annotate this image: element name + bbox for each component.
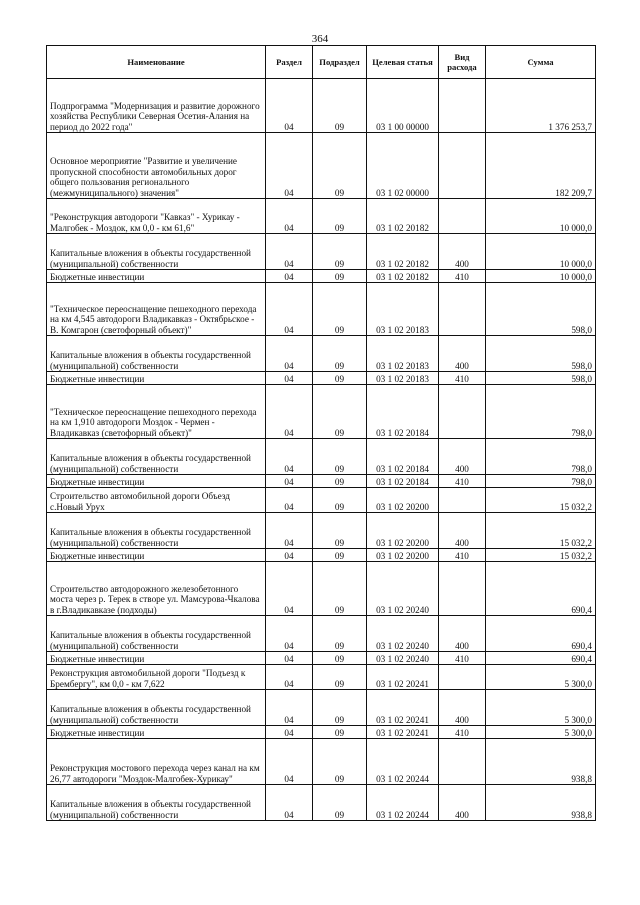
cell-statya: 03 1 02 00000 (367, 133, 439, 199)
cell-statya: 03 1 02 20241 (367, 690, 439, 726)
cell-razdel: 04 (266, 488, 313, 513)
cell-statya: 03 1 02 20184 (367, 475, 439, 488)
cell-name: Капитальные вложения в объекты государственной (муниципальной) собственности (47, 439, 266, 475)
table-row (47, 616, 596, 652)
cell-razdel: 04 (266, 439, 313, 475)
table-header-row (47, 46, 596, 79)
table-row (47, 372, 596, 385)
cell-summa: 798,0 (486, 475, 596, 488)
cell-vid-raskhoda: 410 (439, 652, 486, 665)
cell-razdel: 04 (266, 336, 313, 372)
cell-statya: 03 1 02 20244 (367, 785, 439, 821)
cell-name: Бюджетные инвестиции (47, 475, 266, 488)
cell-podrazdel: 09 (313, 270, 367, 283)
header-name: Наименование (47, 46, 266, 79)
header-podrazdel: Подраздел (313, 46, 367, 79)
cell-name: Строительство автодорожного железобетонного моста через р. Терек в створе ул. Мамсурова-Чкалова в г.Владикавказе (подходы) (47, 562, 266, 616)
cell-name: "Техническое переоснащение пешеходного перехода на км 1,910 автодороги Моздок - Чермен - Владикавказ (светофорный объект)" (47, 385, 266, 439)
cell-razdel: 04 (266, 513, 313, 549)
table-row (47, 785, 596, 821)
table-row (47, 690, 596, 726)
cell-summa: 598,0 (486, 372, 596, 385)
cell-summa: 5 300,0 (486, 665, 596, 690)
cell-statya: 03 1 00 00000 (367, 79, 439, 133)
cell-podrazdel: 09 (313, 475, 367, 488)
cell-podrazdel: 09 (313, 133, 367, 199)
table-row (47, 234, 596, 270)
cell-vid-raskhoda: 400 (439, 513, 486, 549)
cell-razdel: 04 (266, 652, 313, 665)
cell-summa: 15 032,2 (486, 549, 596, 562)
table-row (47, 385, 596, 439)
cell-summa: 5 300,0 (486, 726, 596, 739)
table-row (47, 726, 596, 739)
cell-statya: 03 1 02 20183 (367, 372, 439, 385)
table-row (47, 199, 596, 234)
cell-vid-raskhoda: 410 (439, 475, 486, 488)
cell-name: Капитальные вложения в объекты государственной (муниципальной) собственности (47, 234, 266, 270)
cell-summa: 798,0 (486, 439, 596, 475)
cell-summa: 182 209,7 (486, 133, 596, 199)
cell-razdel: 04 (266, 199, 313, 234)
cell-podrazdel: 09 (313, 385, 367, 439)
cell-name: Бюджетные инвестиции (47, 652, 266, 665)
cell-razdel: 04 (266, 283, 313, 336)
cell-razdel: 04 (266, 372, 313, 385)
page-number: 364 (311, 33, 329, 45)
table-row (47, 665, 596, 690)
cell-summa: 690,4 (486, 652, 596, 665)
cell-summa: 15 032,2 (486, 488, 596, 513)
cell-razdel: 04 (266, 385, 313, 439)
cell-statya: 03 1 02 20241 (367, 726, 439, 739)
cell-statya: 03 1 02 20200 (367, 513, 439, 549)
cell-razdel: 04 (266, 665, 313, 690)
table-row (47, 475, 596, 488)
cell-vid-raskhoda: 400 (439, 234, 486, 270)
cell-vid-raskhoda (439, 665, 486, 690)
cell-statya: 03 1 02 20183 (367, 283, 439, 336)
cell-razdel: 04 (266, 475, 313, 488)
cell-razdel: 04 (266, 133, 313, 199)
cell-name: Подпрограмма "Модернизация и развитие дорожного хозяйства Республики Северная Осетия-Алания на период до 2022 года" (47, 79, 266, 133)
cell-vid-raskhoda: 410 (439, 549, 486, 562)
budget-table (46, 45, 596, 821)
cell-vid-raskhoda (439, 199, 486, 234)
cell-podrazdel: 09 (313, 513, 367, 549)
cell-podrazdel: 09 (313, 439, 367, 475)
cell-podrazdel: 09 (313, 616, 367, 652)
cell-name: Бюджетные инвестиции (47, 270, 266, 283)
cell-summa: 690,4 (486, 562, 596, 616)
table-row (47, 739, 596, 785)
cell-podrazdel: 09 (313, 199, 367, 234)
cell-statya: 03 1 02 20182 (367, 270, 439, 283)
cell-statya: 03 1 02 20244 (367, 739, 439, 785)
header-summa: Сумма (486, 46, 596, 79)
cell-podrazdel: 09 (313, 665, 367, 690)
cell-vid-raskhoda (439, 385, 486, 439)
cell-name: Бюджетные инвестиции (47, 549, 266, 562)
header-statya: Целевая статья (367, 46, 439, 79)
cell-statya: 03 1 02 20240 (367, 562, 439, 616)
cell-summa: 15 032,2 (486, 513, 596, 549)
cell-statya: 03 1 02 20240 (367, 652, 439, 665)
cell-vid-raskhoda: 400 (439, 616, 486, 652)
cell-name: "Техническое переоснащение пешеходного перехода на км 4,545 автодороги Владикавказ - Октябрьское - В. Комгарон (светофорный объект)" (47, 283, 266, 336)
cell-vid-raskhoda (439, 283, 486, 336)
cell-podrazdel: 09 (313, 549, 367, 562)
cell-summa: 598,0 (486, 336, 596, 372)
cell-vid-raskhoda: 400 (439, 439, 486, 475)
cell-summa: 5 300,0 (486, 690, 596, 726)
cell-razdel: 04 (266, 616, 313, 652)
cell-razdel: 04 (266, 785, 313, 821)
cell-podrazdel: 09 (313, 562, 367, 616)
table-row (47, 283, 596, 336)
table-row (47, 133, 596, 199)
cell-vid-raskhoda: 400 (439, 336, 486, 372)
header-vid-raskhoda: Вид расхода (439, 46, 486, 79)
cell-name: Капитальные вложения в объекты государственной (муниципальной) собственности (47, 785, 266, 821)
cell-summa: 10 000,0 (486, 199, 596, 234)
cell-podrazdel: 09 (313, 785, 367, 821)
cell-statya: 03 1 02 20200 (367, 488, 439, 513)
table-row (47, 549, 596, 562)
cell-summa: 938,8 (486, 739, 596, 785)
cell-podrazdel: 09 (313, 488, 367, 513)
cell-razdel: 04 (266, 234, 313, 270)
table-row (47, 513, 596, 549)
cell-vid-raskhoda (439, 562, 486, 616)
cell-statya: 03 1 02 20184 (367, 385, 439, 439)
cell-razdel: 04 (266, 690, 313, 726)
cell-summa: 938,8 (486, 785, 596, 821)
cell-vid-raskhoda: 400 (439, 690, 486, 726)
cell-summa: 690,4 (486, 616, 596, 652)
cell-name: Основное мероприятие "Развитие и увеличение пропускной способности автомобильных дорог общего пользования регионального (межмуниципального) значения" (47, 133, 266, 199)
cell-razdel: 04 (266, 562, 313, 616)
cell-vid-raskhoda: 410 (439, 726, 486, 739)
header-razdel: Раздел (266, 46, 313, 79)
cell-vid-raskhoda: 410 (439, 372, 486, 385)
cell-vid-raskhoda (439, 133, 486, 199)
cell-name: Капитальные вложения в объекты государственной (муниципальной) собственности (47, 336, 266, 372)
cell-name: Реконструкция автомобильной дороги "Подъезд к Брембергу", км 0,0 - км 7,622 (47, 665, 266, 690)
cell-vid-raskhoda: 400 (439, 785, 486, 821)
cell-podrazdel: 09 (313, 739, 367, 785)
table-body (47, 79, 596, 821)
cell-name: Капитальные вложения в объекты государственной (муниципальной) собственности (47, 513, 266, 549)
cell-podrazdel: 09 (313, 372, 367, 385)
cell-razdel: 04 (266, 79, 313, 133)
table-row (47, 79, 596, 133)
cell-statya: 03 1 02 20200 (367, 549, 439, 562)
cell-razdel: 04 (266, 726, 313, 739)
cell-razdel: 04 (266, 549, 313, 562)
cell-razdel: 04 (266, 270, 313, 283)
cell-summa: 798,0 (486, 385, 596, 439)
cell-podrazdel: 09 (313, 79, 367, 133)
cell-summa: 1 376 253,7 (486, 79, 596, 133)
cell-name: Реконструкция мостового перехода через канал на км 26,77 автодороги "Моздок-Малгобек-Хурикау" (47, 739, 266, 785)
table-row (47, 652, 596, 665)
cell-vid-raskhoda (439, 488, 486, 513)
cell-statya: 03 1 02 20183 (367, 336, 439, 372)
cell-statya: 03 1 02 20184 (367, 439, 439, 475)
cell-vid-raskhoda: 410 (439, 270, 486, 283)
table-row (47, 336, 596, 372)
cell-vid-raskhoda (439, 79, 486, 133)
cell-summa: 10 000,0 (486, 234, 596, 270)
table-row (47, 488, 596, 513)
cell-statya: 03 1 02 20182 (367, 199, 439, 234)
table-row (47, 439, 596, 475)
cell-podrazdel: 09 (313, 234, 367, 270)
cell-podrazdel: 09 (313, 726, 367, 739)
cell-summa: 598,0 (486, 283, 596, 336)
cell-razdel: 04 (266, 739, 313, 785)
cell-statya: 03 1 02 20241 (367, 665, 439, 690)
cell-vid-raskhoda (439, 739, 486, 785)
cell-podrazdel: 09 (313, 336, 367, 372)
cell-statya: 03 1 02 20182 (367, 234, 439, 270)
cell-name: Строительство автомобильной дороги Объезд с.Новый Урух (47, 488, 266, 513)
cell-statya: 03 1 02 20240 (367, 616, 439, 652)
table-row (47, 562, 596, 616)
cell-name: Капитальные вложения в объекты государственной (муниципальной) собственности (47, 616, 266, 652)
cell-podrazdel: 09 (313, 283, 367, 336)
cell-summa: 10 000,0 (486, 270, 596, 283)
cell-podrazdel: 09 (313, 690, 367, 726)
cell-podrazdel: 09 (313, 652, 367, 665)
cell-name: "Реконструкция автодороги "Кавказ" - Хурикау - Малгобек - Моздок, км 0,0 - км 61,6" (47, 199, 266, 234)
cell-name: Бюджетные инвестиции (47, 372, 266, 385)
table-row (47, 270, 596, 283)
cell-name: Капитальные вложения в объекты государственной (муниципальной) собственности (47, 690, 266, 726)
cell-name: Бюджетные инвестиции (47, 726, 266, 739)
